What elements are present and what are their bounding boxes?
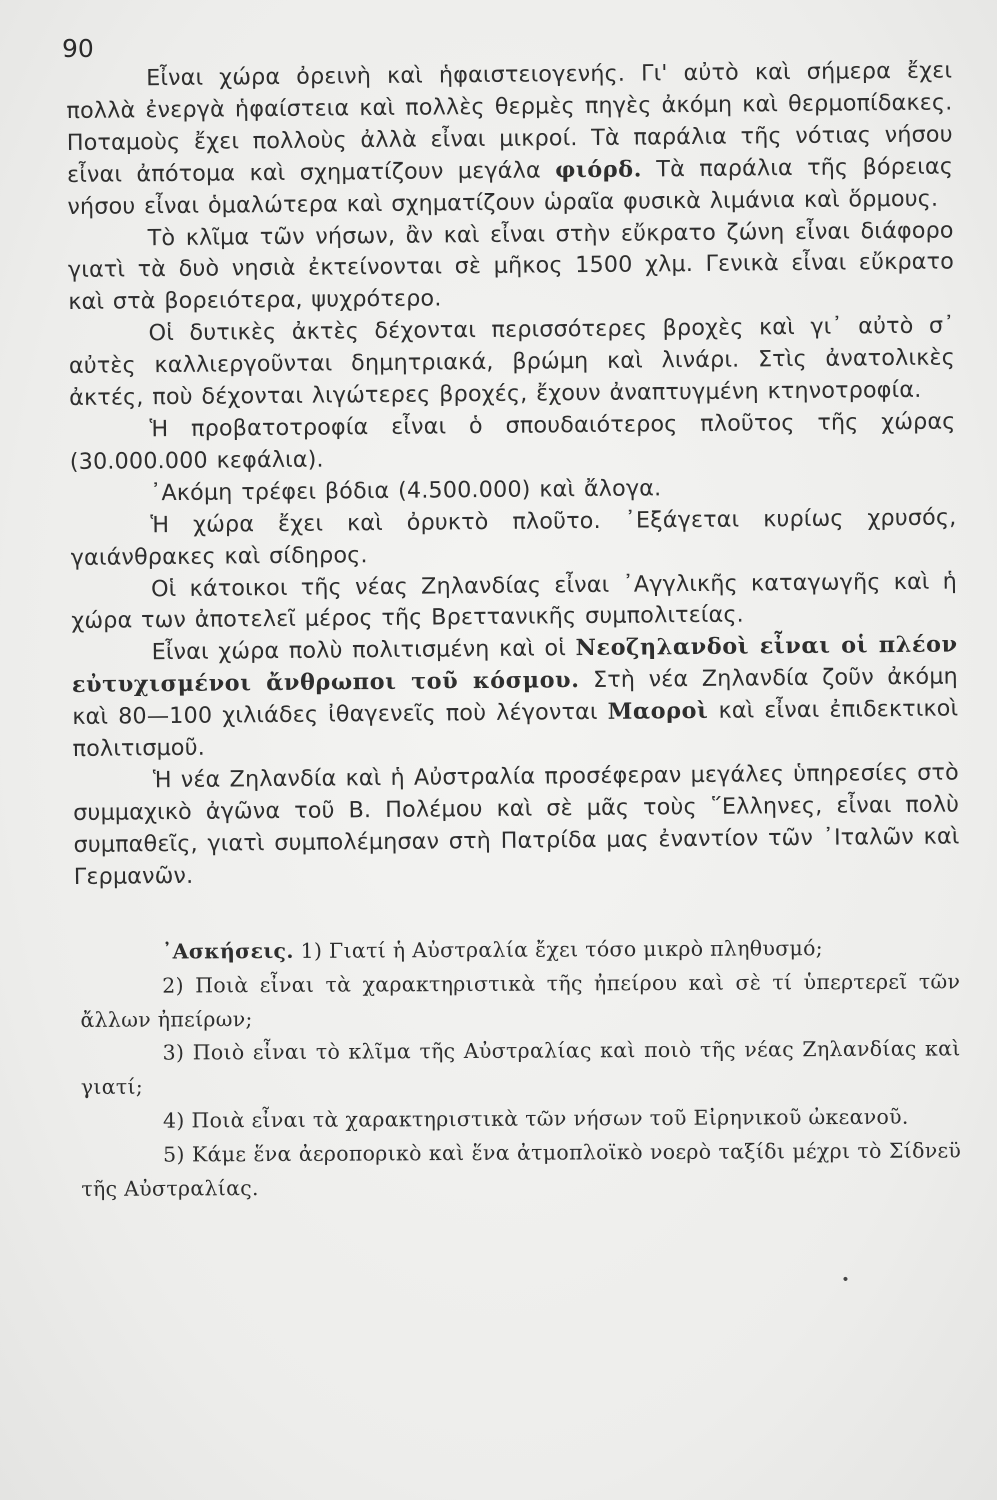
exercise-item: 5) Κάμε ἕνα ἀεροπορικὸ καὶ ἕνα ἀτμοπλοϊκὸ νοερὸ ταξίδι μέχρι τὸ Σίδνεϋ τῆς Αὐστραλίας. [81,1138,962,1201]
paragraph-climate: Τὸ κλῖμα τῶν νήσων, ἂν καὶ εἶναι στὴν εὔκρατο ζώνη εἶναι διάφορο γιατὶ τὰ δυὸ νησιὰ ἐκτείνονται σὲ μῆκος 1500 χλμ. Γενικὰ εἶναι εὔκρατο καὶ στὰ βορειότερα, ψυχρότερο. [67,217,955,316]
exercise-item [80,931,960,969]
emphasis-happiest-people: Νεοζηλανδοὶ εἶναι οἱ πλέον εὐτυχισμένοι ἄνθρωποι τοῦ κόσμου. [71,631,958,699]
paragraph-minerals: Ἡ χώρα ἔχει καὶ ὀρυκτὸ πλοῦτο. ᾽Εξάγεται κυρίως χρυσός, γαιάνθρακες καὶ σίδηρος. [70,504,957,571]
page-number: 90 [62,34,94,63]
exercise-item: 4) Ποιὰ εἶναι τὰ χαρακτηριστικὰ τῶν νήσων τοῦ Εἰρηνικοῦ ὠκεανοῦ. [162,1104,909,1133]
exercises-section [80,931,961,1206]
paragraph-geography [66,55,953,223]
paragraph-civilization [72,630,959,766]
exercise-item: 2) Ποιὰ εἶναι τὰ χαρακτηριστικὰ τῆς ἠπείρου καὶ σὲ τί ὑπερτερεῖ τῶν ἄλλων ἠπείρων; [80,969,961,1032]
paragraph-text: Εἶναι χώρα ὀρεινὴ καὶ ἡφαιστειογενής. Γι' αὐτὸ καὶ σήμερα ἔχει πολλὰ ἐνεργὰ ἡφαίστεια καὶ πολλὲς θερμὲς πηγὲς ἀκόμη καὶ θερμοπίδακες. Ποταμοὺς ἔχει πολλοὺς ἀλλὰ εἶναι μικροί. Τὰ παράλια τῆς νότιας νήσου εἶναι ἀπότομα καὶ σχηματίζουν μεγάλα [66,57,953,188]
paragraph-inhabitants: Οἱ κάτοικοι τῆς νέας Ζηλανδίας εἶναι ᾽Αγγλικῆς καταγωγῆς καὶ ἡ χώρα των ἀποτελεῖ μέρος τῆς Βρεττανικῆς συμπολιτείας. [71,567,958,635]
paragraph-cattle: ᾽Ακόμη τρέφει βόδια (4.500.000) καὶ ἄλογα. [149,475,662,506]
paragraph-sheep: Ἡ προβατοτροφία εἶναι ὁ σπουδαιότερος πλοῦτος τῆς χώρας (30.000.000 κεφάλια). [69,408,956,475]
print-speck: • [838,1271,854,1289]
paragraph-coasts: Οἱ δυτικὲς ἀκτὲς δέχονται περισσότερες βροχὲς καὶ γι᾽ αὐτὸ σ᾽ αὐτὲς καλλιεργοῦνται δημητριακά, βρώμη καὶ λινάρι. Στὶς ἀνατολικὲς ἀκτές, ποὺ δέχονται λιγώτερες βροχές, ἔχουν ἀναπτυγμένη κτηνοτροφία. [68,312,955,412]
emphasis-maori: Μαοροὶ [607,697,709,725]
paragraph-text: καὶ εἶναι ἐπιδεκτικοὶ πολιτισμοῦ. [72,695,959,762]
paragraph-text: Εἶναι χώρα πολὺ πολιτισμένη καὶ οἱ [151,635,576,666]
paragraph-text: Στὴ νέα Ζηλανδία ζοῦν ἀκόμη καὶ 80—100 χιλιάδες ἰθαγενεῖς ποὺ λέγονται [72,663,959,731]
exercises-label: ᾽Ασκήσεις. [162,938,294,964]
emphasis-fjord: φιόρδ. [554,156,643,184]
exercise-item: 3) Ποιὸ εἶναι τὸ κλῖμα τῆς Αὐστραλίας καὶ ποιὸ τῆς νέας Ζηλανδίας καὶ γιατί; [80,1036,961,1100]
paragraph-war: Ἡ νέα Ζηλανδία καὶ ἡ Αὐστραλία προσέφεραν μεγάλες ὑπηρεσίες στὸ συμμαχικὸ ἀγῶνα τοῦ Β. Πολέμου καὶ σὲ μᾶς τοὺς ῞Ελληνες, εἶναι πολὺ συμπαθεῖς, γιατὶ συμπολέμησαν στὴ Πατρίδα μας ἐναντίον τῶν ᾽Ιταλῶν καὶ Γερμανῶν. [73,759,960,890]
exercise-text: 1) Γιατί ἡ Αὐστραλία ἔχει τόσο μικρὸ πληθυσμό; [300,936,824,963]
paragraph-text: Τὰ παράλια τῆς βόρειας νήσου εἶναι ὁμαλώτερα καὶ σχηματίζουν ὡραῖα φυσικὰ λιμάνια καὶ ὅρμους. [67,153,954,220]
main-text [66,55,960,893]
